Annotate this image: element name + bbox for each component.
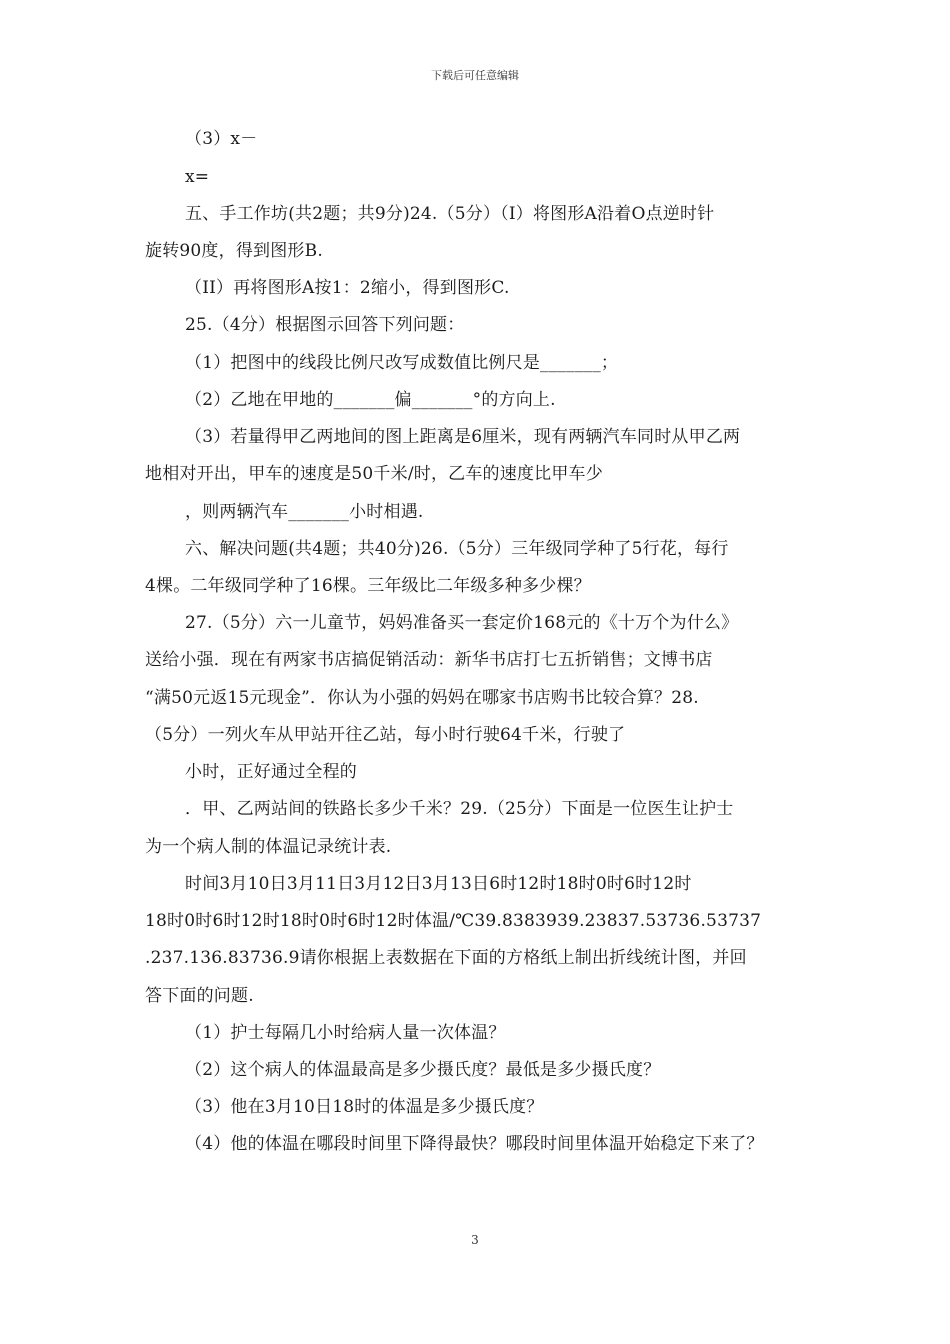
text-line: 25.（4分）根据图示回答下列问题： [185, 315, 465, 335]
page-header-note: 下载后可任意编辑 [431, 69, 519, 82]
text-line: 27.（5分）六一儿童节，妈妈准备买一套定价168元的《十万个为什么》 [185, 613, 739, 633]
text-line: 4棵。二年级同学种了16棵。三年级比二年级多种多少棵？ [145, 576, 591, 596]
text-line: .237.136.83736.9请你根据上表数据在下面的方格纸上制出折线统计图，并回 [145, 948, 747, 968]
text-line: 地相对开出，甲车的速度是50千米/时，乙车的速度比甲车少 [145, 464, 603, 484]
text-line: （2）乙地在甲地的_______偏_______°的方向上. [185, 390, 556, 410]
text-line: 小时，正好通过全程的 [185, 762, 357, 782]
text-line: 五、手工作坊(共2题；共9分)24.（5分）（I）将图形A沿着O点逆时针 [185, 204, 715, 224]
text-line: ．甲、乙两站间的铁路长多少千米？29.（25分）下面是一位医生让护士 [185, 799, 734, 819]
text-line: （3）x－ [185, 129, 258, 149]
text-line: “满50元返15元现金”．你认为小强的妈妈在哪家书店购书比较合算？28. [145, 688, 699, 708]
text-line: 为一个病人制的体温记录统计表. [145, 837, 392, 857]
page-number: 3 [471, 1233, 479, 1247]
text-line: （1）护士每隔几小时给病人量一次体温？ [185, 1023, 506, 1043]
text-line: 六、解决问题(共4题；共40分)26.（5分）三年级同学种了5行花，每行 [185, 539, 729, 559]
text-line: （2）这个病人的体温最高是多少摄氏度？最低是多少摄氏度？ [185, 1060, 661, 1080]
text-line: （3）他在3月10日18时的体温是多少摄氏度？ [185, 1097, 544, 1117]
text-line: （1）把图中的线段比例尺改写成数值比例尺是_______； [185, 353, 619, 373]
text-line: 时间3月10日3月11日3月12日3月13日6时12时18时0时6时12时 [185, 874, 692, 894]
text-line: 送给小强．现在有两家书店搞促销活动：新华书店打七五折销售；文博书店 [145, 650, 713, 670]
text-line: ，则两辆汽车_______小时相遇. [185, 502, 424, 522]
text-line: 18时0时6时12时18时0时6时12时体温/℃39.8383939.23837.53736.53737 [145, 911, 762, 931]
text-line: 答下面的问题. [145, 986, 254, 1006]
text-line: 旋转90度，得到图形B. [145, 241, 323, 261]
text-line: （4）他的体温在哪段时间里下降得最快？哪段时间里体温开始稳定下来了？ [185, 1134, 764, 1154]
text-line: （II）再将图形A按1：2缩小，得到图形C. [185, 278, 510, 298]
text-line: （3）若量得甲乙两地间的图上距离是6厘米，现有两辆汽车同时从甲乙两 [185, 427, 741, 447]
text-line: （5分）一列火车从甲站开往乙站，每小时行驶64千米，行驶了 [145, 725, 626, 745]
text-line: x= [185, 167, 210, 187]
